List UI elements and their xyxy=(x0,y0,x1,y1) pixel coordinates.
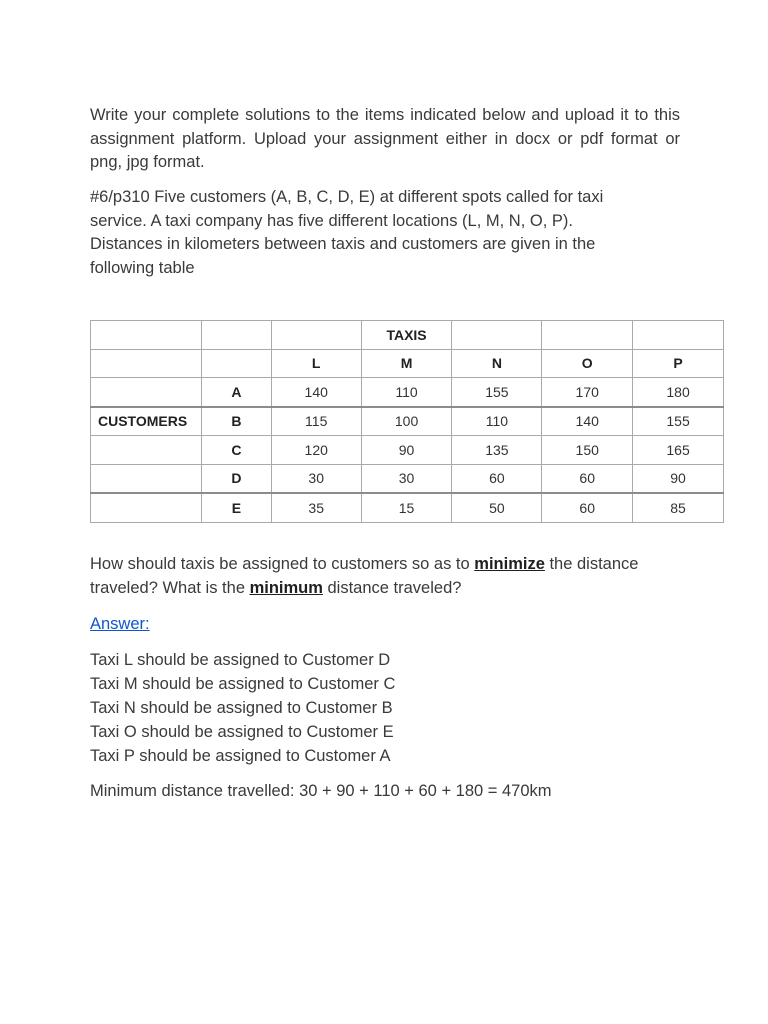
table-cell: 90 xyxy=(633,464,724,493)
table-cell: 140 xyxy=(271,378,361,407)
column-header: M xyxy=(361,349,452,378)
distance-table xyxy=(90,320,724,523)
customers-group-label: CUSTOMERS xyxy=(91,407,202,436)
row-header: D xyxy=(201,464,271,493)
table-cell: 85 xyxy=(633,493,724,522)
problem-line: service. A taxi company has five different locations (L, M, N, O, P). xyxy=(90,211,573,230)
question-text: traveled? What is the xyxy=(90,578,250,597)
table-cell: 30 xyxy=(361,464,452,493)
table-row xyxy=(91,436,724,465)
emphasis-minimum: minimum xyxy=(249,578,323,597)
column-header: L xyxy=(271,349,361,378)
table-cell: 60 xyxy=(542,493,633,522)
table-cell: 15 xyxy=(361,493,452,522)
table-row xyxy=(91,464,724,493)
table-cell: 180 xyxy=(633,378,724,407)
row-header: A xyxy=(201,378,271,407)
question-text: How should taxis be assigned to customers so as to xyxy=(90,555,475,573)
row-header: E xyxy=(201,493,271,522)
table-cell: 90 xyxy=(361,436,452,465)
assignment-line: Taxi L should be assigned to Customer D xyxy=(90,651,391,669)
answer-link[interactable]: Answer: xyxy=(90,615,150,633)
table-cell: 120 xyxy=(271,436,361,465)
problem-statement xyxy=(90,186,680,280)
problem-line: following table xyxy=(90,258,195,277)
table-cell: 60 xyxy=(452,464,542,493)
question-text: distance traveled? xyxy=(322,578,462,597)
assignment-line: Taxi M should be assigned to Customer C xyxy=(90,675,396,693)
table-cell: 150 xyxy=(542,436,633,465)
table-row xyxy=(91,407,724,436)
table-cell: 115 xyxy=(271,407,361,436)
problem-line: #6/p310 Five customers (A, B, C, D, E) at different spots called for taxi xyxy=(90,188,604,206)
table-cell: 135 xyxy=(452,436,542,465)
minimum-distance-total: Minimum distance travelled: 30 + 90 + 110 + 60 + 180 = 470km xyxy=(90,782,552,800)
question-line xyxy=(90,553,680,577)
table-cell: 100 xyxy=(361,407,452,436)
table-header-row xyxy=(91,349,724,378)
table-cell: 35 xyxy=(271,493,361,522)
table-row xyxy=(91,493,724,522)
taxis-group-header: TAXIS xyxy=(361,321,452,350)
assignment-list xyxy=(90,648,680,768)
table-cell: 170 xyxy=(542,378,633,407)
table-cell: 155 xyxy=(452,378,542,407)
table-row xyxy=(91,378,724,407)
question-text: the distance xyxy=(544,555,639,573)
table-cell: 110 xyxy=(361,378,452,407)
table-group-header-row xyxy=(91,321,724,350)
emphasis-minimize: minimize xyxy=(474,555,545,573)
table-cell: 140 xyxy=(542,407,633,436)
table-cell: 165 xyxy=(633,436,724,465)
column-header: O xyxy=(542,349,633,378)
question-line xyxy=(90,577,680,601)
problem-line: Distances in kilometers between taxis and customers are given in the xyxy=(90,235,596,254)
table-cell: 60 xyxy=(542,464,633,493)
table-cell: 30 xyxy=(271,464,361,493)
question-paragraph xyxy=(90,553,680,600)
table-cell: 155 xyxy=(633,407,724,436)
table-cell: 50 xyxy=(452,493,542,522)
column-header: P xyxy=(633,349,724,378)
column-header: N xyxy=(452,349,542,378)
row-header: B xyxy=(201,407,271,436)
table-cell: 110 xyxy=(452,407,542,436)
assignment-line: Taxi P should be assigned to Customer A xyxy=(90,747,391,765)
assignment-line: Taxi O should be assigned to Customer E xyxy=(90,723,394,741)
row-header: C xyxy=(201,436,271,465)
assignment-line: Taxi N should be assigned to Customer B xyxy=(90,699,393,717)
instructions-paragraph: Write your complete solutions to the items indicated below and upload it to this assignment platform. Upload your assignment either in docx or pdf format or png, jpg format. xyxy=(90,106,680,172)
